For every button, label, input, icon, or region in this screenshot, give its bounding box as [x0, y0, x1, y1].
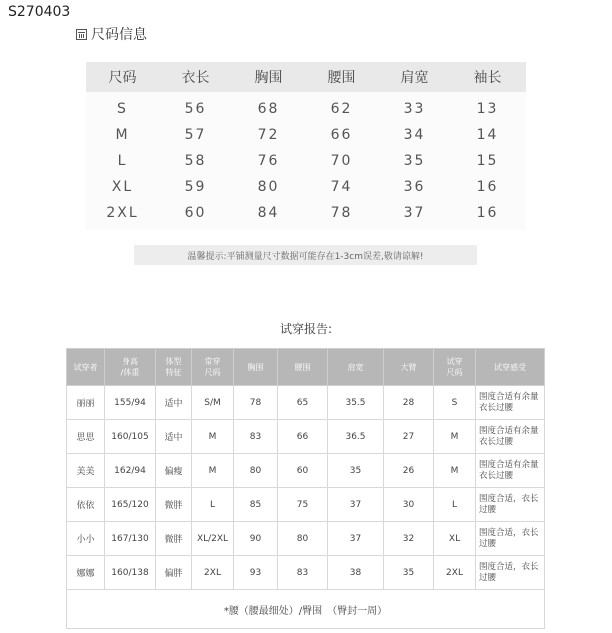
size-cell: 15	[476, 153, 499, 169]
trial-cell: L	[434, 488, 476, 522]
trial-header-cell: 试穿 尺码	[434, 349, 476, 386]
trial-feeling-cell: 围度合适，衣长 过腰	[476, 556, 545, 590]
size-header-cell: 衣长	[181, 70, 210, 86]
trial-cell: 微胖	[156, 488, 192, 522]
trial-cell: 80	[278, 522, 328, 556]
trial-cell: 27	[384, 420, 434, 454]
trial-cell: 偏胖	[156, 556, 192, 590]
trial-cell: L	[192, 488, 234, 522]
trial-body	[67, 386, 545, 629]
trial-cell: 167/130	[105, 522, 156, 556]
trial-cell: 83	[278, 556, 328, 590]
size-cell: 34	[403, 127, 426, 143]
measurement-note: 温馨提示:平铺测量尺寸数据可能存在1-3cm误差,敬请谅解!	[134, 245, 477, 265]
size-section-title	[76, 24, 147, 44]
trial-header-cell: 腰围	[278, 349, 328, 386]
trial-header-cell: 体型 特征	[156, 349, 192, 386]
trial-row	[67, 454, 545, 488]
trial-footnote-row	[67, 590, 545, 629]
trial-cell: 36.5	[328, 420, 384, 454]
size-header-cell: 袖长	[473, 70, 502, 86]
size-header-cell: 腰围	[327, 70, 356, 86]
trial-cell: S/M	[192, 386, 234, 420]
trial-header-cell: 胸围	[234, 349, 278, 386]
size-cell: 60	[184, 205, 207, 221]
trial-cell: 160/138	[105, 556, 156, 590]
trial-cell: 35	[384, 556, 434, 590]
trial-cell: 适中	[156, 420, 192, 454]
trial-cell: M	[192, 420, 234, 454]
trial-feeling-cell: 围度合适，衣长 过腰	[476, 488, 545, 522]
trial-cell: 美美	[67, 454, 105, 488]
trial-cell: 依依	[67, 488, 105, 522]
size-row	[86, 96, 526, 122]
trial-cell: 35.5	[328, 386, 384, 420]
trial-cell: 66	[278, 420, 328, 454]
trial-cell: 30	[384, 488, 434, 522]
size-cell: S	[117, 101, 128, 117]
trial-cell: 娜娜	[67, 556, 105, 590]
size-cell: 2XL	[106, 205, 139, 221]
trial-report-title: 试穿报告:	[279, 322, 333, 336]
trial-cell: XL	[434, 522, 476, 556]
size-header-cell: 胸围	[254, 70, 283, 86]
trial-feeling-cell: 围度合适有余量 衣长过腰	[476, 420, 545, 454]
trial-cell: 思思	[67, 420, 105, 454]
trial-cell: 2XL	[192, 556, 234, 590]
trial-cell: 38	[328, 556, 384, 590]
trial-cell: 93	[234, 556, 278, 590]
trial-cell: 60	[278, 454, 328, 488]
size-cell: 36	[403, 179, 426, 195]
size-cell: XL	[111, 179, 134, 195]
trial-header-cell: 肩宽	[328, 349, 384, 386]
size-cell: 80	[257, 179, 280, 195]
size-cell: 58	[184, 153, 207, 169]
trial-feeling-cell: 围度合适有余量 衣长过腰	[476, 386, 545, 420]
calendar-icon	[76, 29, 87, 40]
trial-cell: 26	[384, 454, 434, 488]
size-cell: 70	[330, 153, 353, 169]
size-cell: 76	[257, 153, 280, 169]
trial-cell: 35	[328, 454, 384, 488]
trial-feeling-cell: 围度合适，衣长 过腰	[476, 522, 545, 556]
trial-cell: M	[192, 454, 234, 488]
trial-cell: S	[434, 386, 476, 420]
trial-cell: 2XL	[434, 556, 476, 590]
trial-row	[67, 420, 545, 454]
trial-cell: 37	[328, 522, 384, 556]
size-cell: 14	[476, 127, 499, 143]
size-cell: 74	[330, 179, 353, 195]
trial-header-row	[67, 349, 545, 386]
size-cell: 56	[184, 101, 207, 117]
trial-row	[67, 556, 545, 590]
size-cell: 59	[184, 179, 207, 195]
trial-row	[67, 522, 545, 556]
trial-cell: 165/120	[105, 488, 156, 522]
trial-cell: 32	[384, 522, 434, 556]
size-cell: 16	[476, 179, 499, 195]
trial-cell: 65	[278, 386, 328, 420]
trial-cell: 90	[234, 522, 278, 556]
trial-header-cell: 大臂	[384, 349, 434, 386]
size-cell: 13	[476, 101, 499, 117]
trial-cell: 160/105	[105, 420, 156, 454]
size-row	[86, 122, 526, 148]
size-cell: 62	[330, 101, 353, 117]
trial-report-table	[66, 348, 545, 629]
size-cell: L	[117, 153, 128, 169]
size-cell: 68	[257, 101, 280, 117]
product-code: S270403	[8, 4, 71, 20]
size-header-cell: 尺码	[108, 70, 137, 86]
trial-cell: 28	[384, 386, 434, 420]
size-chart-header	[86, 62, 526, 92]
size-cell: 37	[403, 205, 426, 221]
trial-header-cell: 试穿感受	[476, 349, 545, 386]
size-cell: 35	[403, 153, 426, 169]
trial-cell: 适中	[156, 386, 192, 420]
trial-cell: 85	[234, 488, 278, 522]
trial-cell: 80	[234, 454, 278, 488]
size-row	[86, 174, 526, 200]
trial-cell: 78	[234, 386, 278, 420]
size-cell: 78	[330, 205, 353, 221]
trial-cell: 丽丽	[67, 386, 105, 420]
trial-cell: XL/2XL	[192, 522, 234, 556]
size-cell: M	[115, 127, 130, 143]
size-row	[86, 200, 526, 226]
trial-cell: 155/94	[105, 386, 156, 420]
size-cell: 84	[257, 205, 280, 221]
trial-cell: 37	[328, 488, 384, 522]
trial-footnote: *腰（腰最细处）/臀围 （臀封一周）	[67, 590, 545, 629]
trial-cell: M	[434, 454, 476, 488]
size-cell: 33	[403, 101, 426, 117]
trial-cell: 偏瘦	[156, 454, 192, 488]
size-cell: 16	[476, 205, 499, 221]
size-chart	[86, 62, 526, 230]
trial-row	[67, 488, 545, 522]
trial-cell: 162/94	[105, 454, 156, 488]
trial-cell: 83	[234, 420, 278, 454]
size-header-cell: 肩宽	[400, 70, 429, 86]
size-cell: 66	[330, 127, 353, 143]
size-section-label: 尺码信息	[91, 27, 147, 43]
trial-cell: 小小	[67, 522, 105, 556]
trial-feeling-cell: 围度合适有余量 衣长过腰	[476, 454, 545, 488]
trial-cell: M	[434, 420, 476, 454]
trial-cell: 75	[278, 488, 328, 522]
size-chart-body	[86, 92, 526, 230]
trial-header-cell: 身高 /体重	[105, 349, 156, 386]
trial-header-cell: 常穿 尺码	[192, 349, 234, 386]
size-cell: 72	[257, 127, 280, 143]
trial-header-cell: 试穿者	[67, 349, 105, 386]
size-row	[86, 148, 526, 174]
trial-row	[67, 386, 545, 420]
size-cell: 57	[184, 127, 207, 143]
trial-cell: 微胖	[156, 522, 192, 556]
